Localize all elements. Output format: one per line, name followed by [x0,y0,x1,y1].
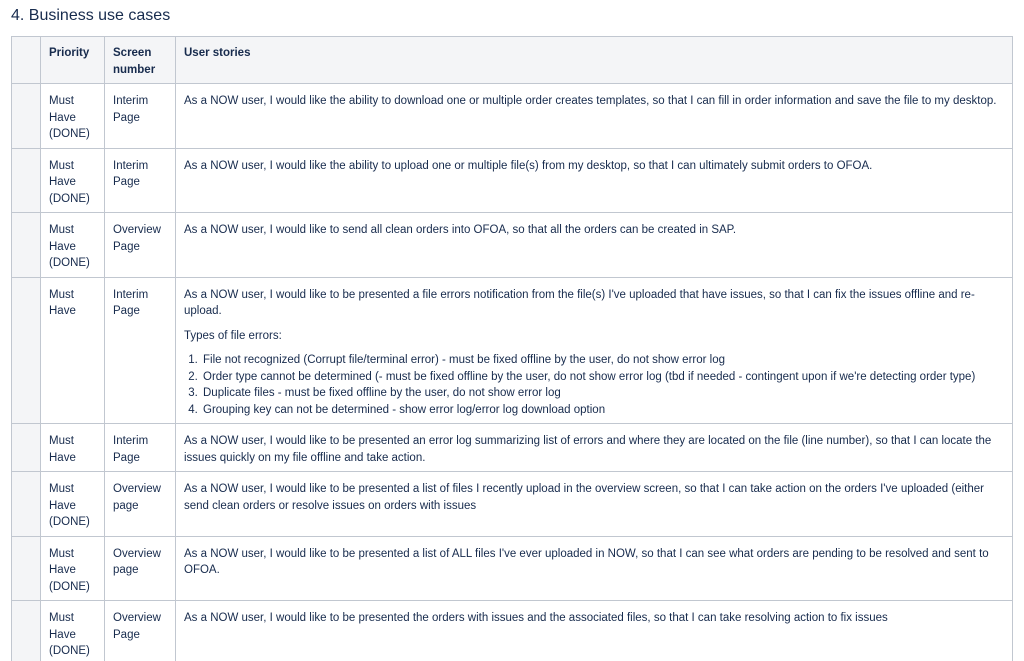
priority-cell: Must Have (DONE) [41,84,105,149]
table-row [12,148,1013,213]
error-types-label: Types of file errors: [184,329,282,342]
user-story-cell [176,277,1013,424]
section-heading: 4. Business use cases [11,7,171,24]
row-number-cell [12,84,41,149]
business-use-cases-table [11,36,1013,661]
priority-cell: Must Have [41,424,105,472]
priority-column-header: Priority [41,37,105,84]
screen-number-cell: Overview Page [105,601,176,661]
table-row [12,601,1013,661]
screen-number-cell: Overview page [105,536,176,601]
user-story-cell: As a NOW user, I would like to be presented a list of files I recently upload in the overview screen, so that I can take action on the orders I've uploaded (either send clean orders or resolve issues on orders with issues [176,472,1013,537]
screen-number-cell: Interim Page [105,84,176,149]
screen-number-cell: Interim Page [105,148,176,213]
screen-number-cell: Interim Page [105,277,176,424]
user-story-cell: As a NOW user, I would like to be presented a list of ALL files I've ever uploaded in NOW, so that I can see what orders are pending to be resolved and sent to OFOA. [176,536,1013,601]
row-number-header [12,37,41,84]
priority-cell: Must Have (DONE) [41,148,105,213]
row-number-cell [12,601,41,661]
row-number-cell [12,148,41,213]
table-row [12,277,1013,424]
list-item: 4. Grouping key can not be determined - show error log/error log download option [201,402,1004,419]
row-number-cell [12,472,41,537]
user-story-text: As a NOW user, I would like to be presented a file errors notification from the file(s) I've uploaded that have issues, so that I can fix the issues offline and re-upload. [184,288,975,317]
table-row [12,536,1013,601]
table-row [12,424,1013,472]
user-stories-column-header: User stories [176,37,1013,84]
row-number-cell [12,536,41,601]
screen-number-cell: Overview Page [105,213,176,278]
table-row [12,213,1013,278]
screen-number-cell: Overview page [105,472,176,537]
priority-cell: Must Have (DONE) [41,601,105,661]
user-story-cell: As a NOW user, I would like to be presented the orders with issues and the associated files, so that I can take resolving action to fix issues [176,601,1013,661]
screen-number-cell: Interim Page [105,424,176,472]
user-story-cell: As a NOW user, I would like the ability to download one or multiple order creates templates, so that I can fill in order information and save the file to my desktop. [176,84,1013,149]
table-row [12,84,1013,149]
priority-cell: Must Have (DONE) [41,536,105,601]
list-item: 1. File not recognized (Corrupt file/terminal error) - must be fixed offline by the user, do not show error log [201,352,1004,369]
table-row [12,472,1013,537]
row-number-cell [12,213,41,278]
row-number-cell [12,424,41,472]
priority-cell: Must Have (DONE) [41,472,105,537]
table-header-row [12,37,1013,84]
list-item: 3. Duplicate files - must be fixed offline by the user, do not show error log [201,385,1004,402]
priority-cell: Must Have [41,277,105,424]
priority-cell: Must Have (DONE) [41,213,105,278]
error-types-list [184,352,1004,418]
user-story-cell: As a NOW user, I would like to send all clean orders into OFOA, so that all the orders can be created in SAP. [176,213,1013,278]
user-story-cell: As a NOW user, I would like the ability to upload one or multiple file(s) from my desktop, so that I can ultimately submit orders to OFOA. [176,148,1013,213]
screen-number-column-header: Screen number [105,37,176,84]
row-number-cell [12,277,41,424]
list-item: 2. Order type cannot be determined (- must be fixed offline by the user, do not show error log (tbd if needed - contingent upon if we're detecting order type) [201,369,1004,386]
user-story-cell: As a NOW user, I would like to be presented an error log summarizing list of errors and where they are located on the file (line number), so that I can locate the issues quickly on my file offline and take action. [176,424,1013,472]
